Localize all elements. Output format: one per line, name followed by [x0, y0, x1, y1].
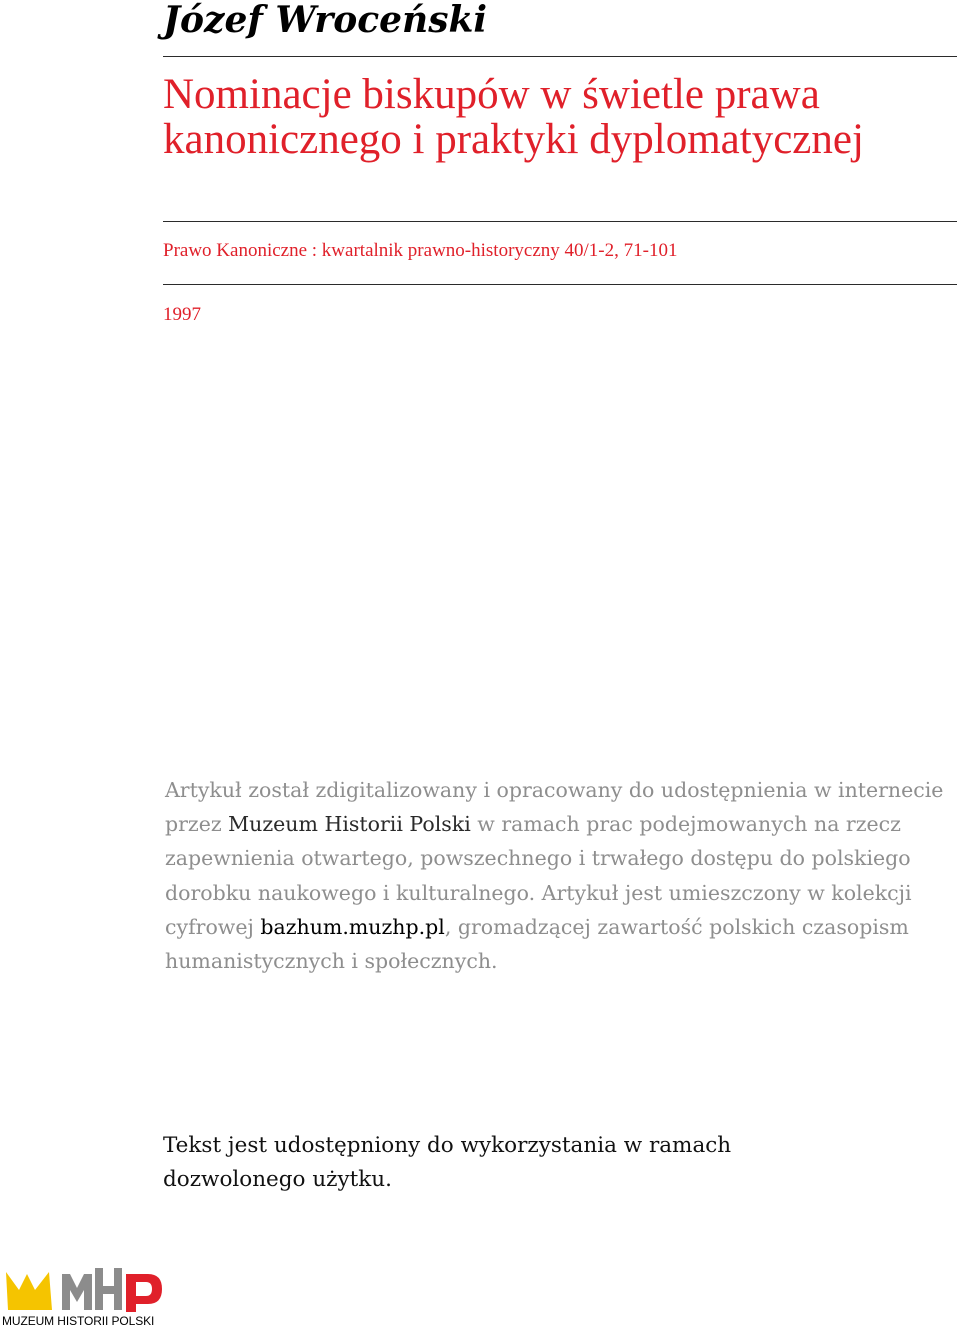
- publication-year: 1997: [163, 304, 201, 325]
- divider-top: [163, 56, 957, 57]
- notice-text-3: , gromadzącej zawartość polskich czasopism humanistycznych i społecznych.: [165, 914, 909, 974]
- article-title: Nominacje biskupów w świetle prawa kanonicznego i praktyki dyplomatycznej: [163, 71, 864, 163]
- author-name: Józef Wroceński: [163, 0, 488, 41]
- logo-letter-h: [95, 1268, 122, 1310]
- digitization-notice: [165, 773, 945, 978]
- logo-caption: MUZEUM HISTORII POLSKI: [2, 1314, 155, 1328]
- license-notice: Tekst jest udostępniony do wykorzystania w ramach dozwolonego użytku.: [163, 1133, 732, 1192]
- notice-text-1: Artykuł został zdigitalizowany i opracowany do udostępnienia w internecie przez: [165, 778, 944, 837]
- divider-bottom: [163, 284, 957, 285]
- logo-crown-shape: [6, 1272, 52, 1310]
- museum-name: Muzeum Historii Polski: [228, 812, 471, 837]
- logo-letter-p: [126, 1274, 162, 1312]
- divider-middle: [163, 221, 957, 222]
- journal-citation: Prawo Kanoniczne : kwartalnik prawno-historyczny 40/1-2, 71-101: [163, 240, 678, 261]
- collection-link[interactable]: bazhum.muzhp.pl: [260, 914, 445, 939]
- logo-letter-m: [62, 1274, 92, 1310]
- notice-text-2: w ramach prac podejmowanych na rzecz zapewnienia otwartego, powszechnego i trwałego dostępu do polskiego dorobku naukowego i kulturalnego. Artykuł jest umieszczony w kolekcji cyfrowej: [165, 812, 912, 939]
